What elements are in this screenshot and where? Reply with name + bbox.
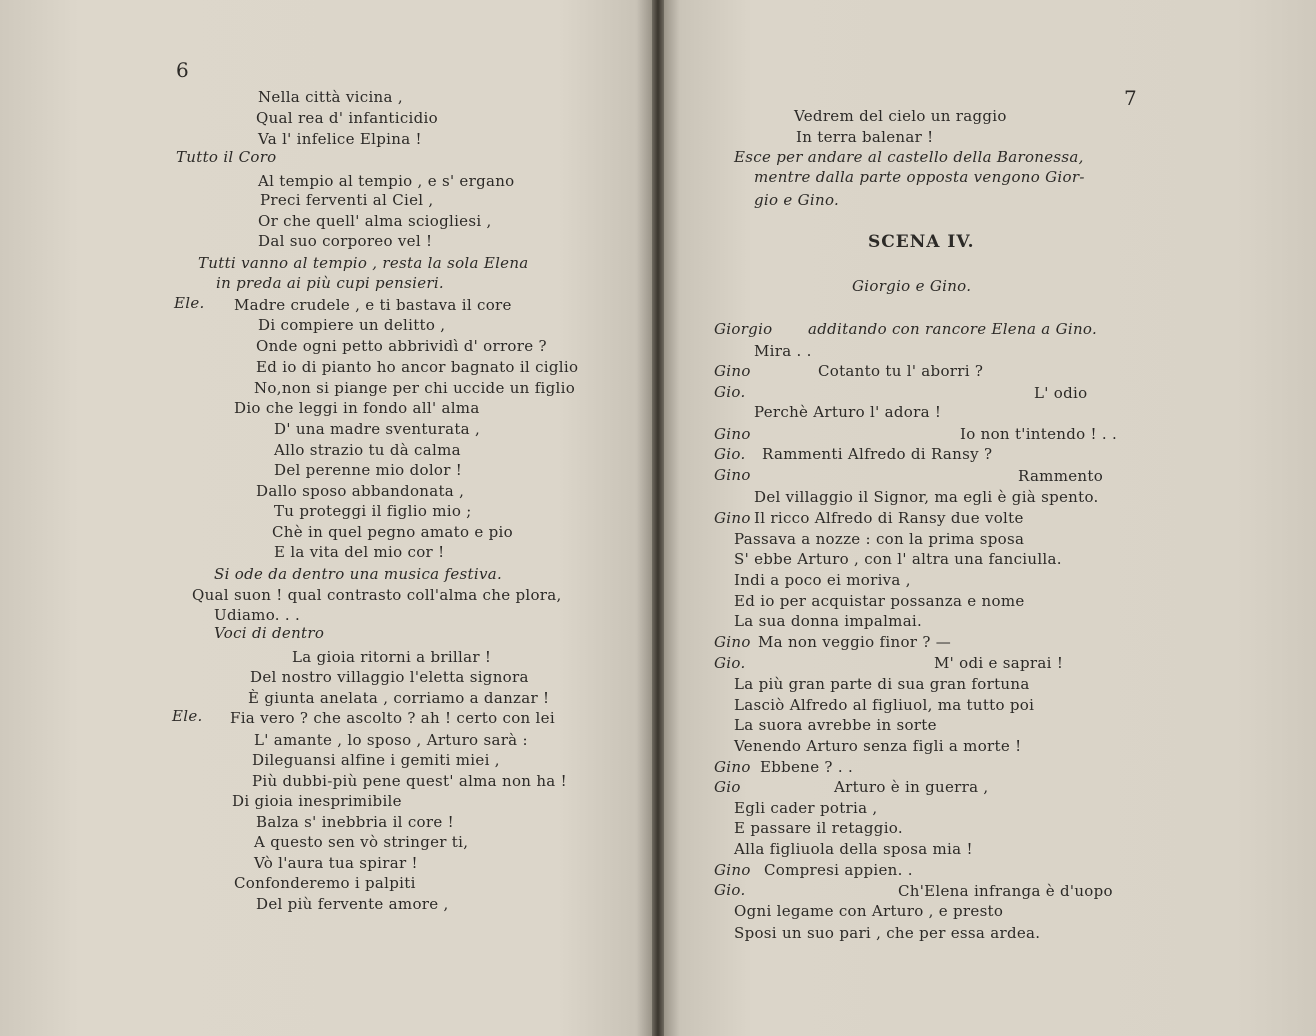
- left-page: [0, 0, 656, 1036]
- stage-direction: Giorgio: [714, 320, 773, 338]
- text-line: Ed io di pianto ho ancor bagnato il ciglio: [256, 358, 579, 376]
- stage-direction: Gino: [714, 509, 751, 527]
- text-line: Confonderemo i palpiti: [234, 874, 416, 892]
- text-line: In terra balenar !: [796, 128, 934, 146]
- stage-direction: Voci di dentro: [214, 624, 325, 642]
- text-line: Al tempio al tempio , e s' ergano: [258, 172, 515, 190]
- text-line: Vedrem del cielo un raggio: [794, 107, 1007, 125]
- text-line: Or che quell' alma sciogliesi ,: [258, 212, 492, 230]
- stage-direction: Ele.: [174, 294, 205, 312]
- text-line: La sua donna impalmai.: [734, 612, 923, 630]
- stage-direction: Tutto il Coro: [176, 148, 277, 166]
- stage-direction: Si ode da dentro una musica festiva.: [214, 565, 503, 583]
- text-line: Il ricco Alfredo di Ransy due volte: [754, 509, 1024, 527]
- text-line: Del più fervente amore ,: [256, 895, 449, 913]
- text-line: Dallo sposo abbandonata ,: [256, 482, 465, 500]
- text-line: No,non si piange per chi uccide un figlio: [254, 379, 576, 397]
- text-line: Dal suo corporeo vel !: [258, 232, 433, 250]
- stage-direction: Gino: [714, 425, 751, 443]
- text-line: Tu proteggi il figlio mio ;: [274, 502, 472, 520]
- text-line: Più dubbi-più pene quest' alma non ha !: [252, 772, 567, 790]
- stage-direction: Ele.: [172, 707, 203, 725]
- stage-direction: in preda ai più cupi pensieri.: [216, 274, 445, 292]
- text-line: Cotanto tu l' aborri ?: [818, 362, 984, 380]
- stage-direction: Gio.: [714, 881, 746, 899]
- text-line: Dileguansi alfine i gemiti miei ,: [252, 751, 500, 769]
- scene-heading: SCENA IV.: [868, 232, 975, 252]
- text-line: La più gran parte di sua gran fortuna: [734, 675, 1030, 693]
- text-line: Del nostro villaggio l'eletta signora: [250, 668, 529, 686]
- text-line: Del perenne mio dolor !: [274, 461, 463, 479]
- right-page: [660, 0, 1316, 1036]
- text-line: Balza s' inebbria il core !: [256, 813, 454, 831]
- stage-direction: Gino: [714, 362, 751, 380]
- text-line: Chè in quel pegno amato e pio: [272, 523, 513, 541]
- page-number: 7: [1124, 86, 1137, 110]
- text-line: Nella città vicina ,: [258, 88, 403, 106]
- text-line: Egli cader potria ,: [734, 799, 878, 817]
- stage-direction: Gino: [714, 633, 751, 651]
- stage-direction: Gino: [714, 466, 751, 484]
- stage-direction: Gio: [714, 778, 741, 796]
- text-line: Fia vero ? che ascolto ? ah ! certo con lei: [230, 709, 555, 727]
- stage-direction: gio e Gino.: [754, 191, 840, 209]
- text-line: L' odio: [1034, 384, 1088, 402]
- stage-direction: Tutti vanno al tempio , resta la sola Elena: [198, 254, 529, 272]
- text-line: L' amante , lo sposo , Arturo sarà :: [254, 731, 528, 749]
- text-line: Rammenti Alfredo di Ransy ?: [762, 445, 993, 463]
- text-line: S' ebbe Arturo , con l' altra una fanciulla.: [734, 550, 1062, 568]
- text-line: Perchè Arturo l' adora !: [754, 403, 942, 421]
- text-line: Ch'Elena infranga è d'uopo: [898, 882, 1113, 900]
- text-line: Madre crudele , e ti bastava il core: [234, 296, 512, 314]
- text-line: Dio che leggi in fondo all' alma: [234, 399, 480, 417]
- text-line: Rammento: [1018, 467, 1104, 485]
- text-line: D' una madre sventurata ,: [274, 420, 481, 438]
- text-line: E passare il retaggio.: [734, 819, 903, 837]
- stage-direction: Gio.: [714, 445, 746, 463]
- text-line: M' odi e saprai !: [934, 654, 1064, 672]
- text-line: Preci ferventi al Ciel ,: [260, 191, 434, 209]
- text-line: Qual rea d' infanticidio: [256, 109, 438, 127]
- text-line: Udiamo. . .: [214, 606, 301, 624]
- book-spine: [652, 0, 664, 1036]
- text-line: Indi a poco ei moriva ,: [734, 571, 911, 589]
- text-line: Ed io per acquistar possanza e nome: [734, 592, 1025, 610]
- text-line: Onde ogni petto abbrividì d' orrore ?: [256, 337, 547, 355]
- text-line: La suora avrebbe in sorte: [734, 716, 937, 734]
- text-line: Qual suon ! qual contrasto coll'alma che plora,: [192, 586, 562, 604]
- page-number: 6: [176, 58, 189, 82]
- text-line: E la vita del mio cor !: [274, 543, 445, 561]
- text-line: Ogni legame con Arturo , e presto: [734, 902, 1004, 920]
- stage-direction: Esce per andare al castello della Baronessa,: [734, 148, 1084, 166]
- text-line: Ebbene ? . .: [760, 758, 854, 776]
- text-line: La gioia ritorni a brillar !: [292, 648, 492, 666]
- text-line: Sposi un suo pari , che per essa ardea.: [734, 924, 1041, 942]
- stage-direction: Gino: [714, 758, 751, 776]
- text-line: Va l' infelice Elpina !: [258, 130, 422, 148]
- text-line: Del villaggio il Signor, ma egli è già spento.: [754, 488, 1099, 506]
- text-line: Ma non veggio finor ? —: [758, 633, 952, 651]
- text-line: Alla figliuola della sposa mia !: [734, 840, 973, 858]
- text-line: Allo strazio tu dà calma: [274, 441, 461, 459]
- text-line: Venendo Arturo senza figli a morte !: [734, 737, 1022, 755]
- text-line: Di gioia inesprimibile: [232, 792, 402, 810]
- text-line: Mira . .: [754, 342, 812, 360]
- text-line: Compresi appien. .: [764, 861, 913, 879]
- stage-direction: Gino: [714, 861, 751, 879]
- stage-direction: additando con rancore Elena a Gino.: [808, 320, 1098, 338]
- text-line: È giunta anelata , corriamo a danzar !: [248, 689, 550, 707]
- text-line: Passava a nozze : con la prima sposa: [734, 530, 1025, 548]
- stage-direction: mentre dalla parte opposta vengono Gior-: [754, 168, 1085, 186]
- text-line: Di compiere un delitto ,: [258, 316, 446, 334]
- stage-direction: Gio.: [714, 654, 746, 672]
- stage-direction: Giorgio e Gino.: [852, 277, 972, 295]
- text-line: Lasciò Alfredo al figliuol, ma tutto poi: [734, 696, 1035, 714]
- text-line: Io non t'intendo ! . .: [960, 425, 1118, 443]
- text-line: Arturo è in guerra ,: [834, 778, 989, 796]
- stage-direction: Gio.: [714, 383, 746, 401]
- text-line: A questo sen vò stringer ti,: [254, 833, 469, 851]
- text-line: Vò l'aura tua spirar !: [254, 854, 418, 872]
